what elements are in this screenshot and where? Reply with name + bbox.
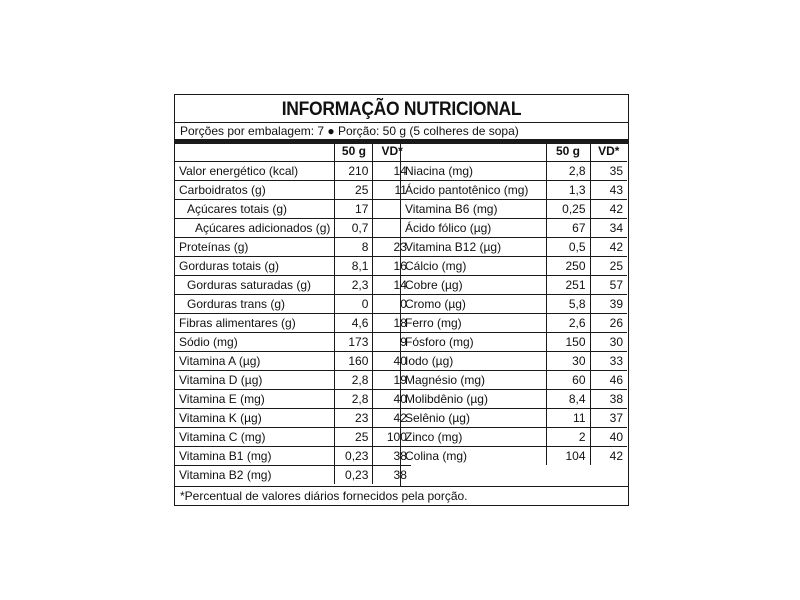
nutrient-name: Niacina (mg): [401, 161, 546, 180]
nutrient-amount: 25: [335, 427, 373, 446]
nutrient-amount: 2,3: [335, 275, 373, 294]
nutrient-name: Fósforo (mg): [401, 332, 546, 351]
nutrient-daily-value: 39: [590, 294, 627, 313]
nutrient-daily-value: 9: [373, 332, 411, 351]
nutrient-row: [401, 275, 627, 294]
nutrient-name: Vitamina B2 (mg): [179, 467, 272, 482]
title-divider: [175, 122, 628, 123]
nutrient-row: [401, 199, 627, 218]
nutrient-daily-value: 23: [373, 237, 411, 256]
nutrient-name: Vitamina B1 (mg): [175, 446, 335, 465]
footnote-divider: [175, 486, 628, 487]
nutrient-row: [401, 256, 627, 275]
right-header-amount: 50 g: [546, 142, 590, 161]
nutrient-name: Vitamina B6 (mg): [401, 199, 546, 218]
nutrient-daily-value: 38: [373, 446, 411, 465]
nutrient-amount: 30: [546, 351, 590, 370]
nutrient-daily-value: 46: [590, 370, 627, 389]
nutrient-name: Ácido pantotênico (mg): [401, 180, 546, 199]
nutrient-row: [175, 427, 411, 446]
nutrient-name: Açúcares totais (g): [175, 199, 335, 218]
nutrient-row: [175, 389, 411, 408]
nutrient-amount: 2,8: [335, 370, 373, 389]
nutrient-amount: 2,8: [546, 161, 590, 180]
left-header-blank: [175, 142, 335, 161]
right-header-blank: [401, 142, 546, 161]
nutrient-amount: 2,8: [335, 389, 373, 408]
nutrient-name: Zinco (mg): [401, 427, 546, 446]
footnote: *Percentual de valores diários fornecidos pela porção.: [180, 489, 468, 503]
left-nutrient-column: [175, 142, 411, 484]
nutrient-row: [175, 256, 411, 275]
nutrition-facts-panel: [174, 94, 629, 506]
nutrient-amount: 8,4: [546, 389, 590, 408]
nutrient-row: [401, 237, 627, 256]
nutrient-name: Valor energético (kcal): [175, 161, 335, 180]
nutrient-daily-value: 38: [590, 389, 627, 408]
nutrient-daily-value: 43: [590, 180, 627, 199]
nutrient-row: [175, 218, 411, 237]
nutrient-name: Cobre (µg): [401, 275, 546, 294]
nutrient-name: Ferro (mg): [401, 313, 546, 332]
nutrient-row: [175, 313, 411, 332]
nutrient-row: [401, 180, 627, 199]
nutrient-daily-value: 40: [373, 351, 411, 370]
nutrient-amount: 8,1: [335, 256, 373, 275]
right-header-row: [401, 142, 627, 161]
nutrient-name: Fibras alimentares (g): [175, 313, 335, 332]
nutrient-amount: 0,5: [546, 237, 590, 256]
right-nutrient-column: [401, 142, 627, 465]
nutrient-name: Cálcio (mg): [401, 256, 546, 275]
nutrient-name: Colina (mg): [405, 448, 468, 463]
nutrient-name: Vitamina D (µg): [175, 370, 335, 389]
nutrient-amount: 250: [546, 256, 590, 275]
nutrient-amount: 0,25: [546, 199, 590, 218]
left-header-dv: VD*: [373, 142, 411, 161]
nutrient-daily-value: 25: [590, 256, 627, 275]
nutrient-daily-value: 57: [590, 275, 627, 294]
nutrient-name: Ácido fólico (µg): [401, 218, 546, 237]
nutrient-row: [175, 199, 411, 218]
nutrient-daily-value: 37: [590, 408, 627, 427]
nutrient-row: [401, 389, 627, 408]
nutrient-daily-value: 42: [590, 446, 627, 465]
nutrient-daily-value: 26: [590, 313, 627, 332]
nutrient-amount: 160: [335, 351, 373, 370]
nutrient-daily-value: 100: [373, 427, 411, 446]
nutrient-amount: 150: [546, 332, 590, 351]
nutrient-name: Proteínas (g): [175, 237, 335, 256]
nutrient-amount: 4,6: [335, 313, 373, 332]
nutrient-daily-value: 40: [590, 427, 627, 446]
nutrient-daily-value: 14: [373, 275, 411, 294]
panel-title: INFORMAÇÃO NUTRICIONAL: [281, 99, 522, 120]
nutrient-row: [401, 294, 627, 313]
nutrient-amount: 60: [546, 370, 590, 389]
nutrient-name: Gorduras saturadas (g): [175, 275, 335, 294]
nutrient-row: [401, 351, 627, 370]
nutrient-name: Vitamina C (mg): [175, 427, 335, 446]
nutrient-amount: 17: [335, 199, 373, 218]
nutrient-name: Vitamina A (µg): [175, 351, 335, 370]
nutrient-daily-value: 42: [590, 237, 627, 256]
nutrient-amount: 2,6: [546, 313, 590, 332]
nutrient-row: [175, 446, 411, 465]
nutrient-row: [175, 180, 411, 199]
nutrient-row: [401, 370, 627, 389]
nutrient-name: Gorduras trans (g): [175, 294, 335, 313]
nutrient-amount: 0,7: [335, 218, 373, 237]
nutrient-daily-value: 42: [590, 199, 627, 218]
nutrient-amount: 0: [335, 294, 373, 313]
nutrient-name: Açúcares adicionados (g): [175, 218, 335, 237]
nutrient-row: [175, 275, 411, 294]
nutrient-name: Sódio (mg): [175, 332, 335, 351]
nutrient-amount: 173: [335, 332, 373, 351]
nutrient-row: [401, 332, 627, 351]
nutrient-daily-value: 16: [373, 256, 411, 275]
nutrient-amount: 5,8: [546, 294, 590, 313]
left-header-row: [175, 142, 411, 161]
nutrient-name: Vitamina E (mg): [175, 389, 335, 408]
nutrient-name: Iodo (µg): [401, 351, 546, 370]
nutrient-name: Selênio (µg): [401, 408, 546, 427]
nutrient-row: [175, 351, 411, 370]
nutrient-daily-value: 38: [373, 465, 411, 484]
nutrient-daily-value: 40: [373, 389, 411, 408]
nutrient-amount: 25: [335, 180, 373, 199]
nutrient-row: [175, 161, 411, 180]
nutrient-row: [175, 237, 411, 256]
nutrient-name: Gorduras totais (g): [175, 256, 335, 275]
nutrient-name: Carboidratos (g): [175, 180, 335, 199]
nutrient-amount: 210: [335, 161, 373, 180]
nutrient-name: Cromo (µg): [401, 294, 546, 313]
left-header-amount: 50 g: [335, 142, 373, 161]
nutrient-daily-value: 35: [590, 161, 627, 180]
nutrient-daily-value: 0: [373, 294, 411, 313]
nutrient-daily-value: 42: [373, 408, 411, 427]
nutrient-daily-value: 19: [373, 370, 411, 389]
portion-info: Porções por embalagem: 7 ● Porção: 50 g (5 colheres de sopa): [180, 124, 519, 138]
nutrient-amount: 11: [546, 408, 590, 427]
nutrient-amount: 104: [546, 446, 590, 465]
nutrient-name: Vitamina B12 (µg): [401, 237, 546, 256]
nutrient-daily-value: 11: [373, 180, 411, 199]
nutrient-amount: 23: [335, 408, 373, 427]
nutrient-row: [401, 161, 627, 180]
nutrient-daily-value: 30: [590, 332, 627, 351]
nutrient-row: [401, 427, 627, 446]
nutrient-daily-value: 14: [373, 161, 411, 180]
nutrient-row: [401, 313, 627, 332]
nutrient-row: [175, 332, 411, 351]
nutrient-row: [401, 218, 627, 237]
nutrient-amount: 0,23: [335, 465, 373, 484]
right-header-dv: VD*: [590, 142, 627, 161]
right-nutrient-table: [401, 142, 627, 465]
nutrient-row: [175, 465, 411, 484]
nutrient-row: [401, 408, 627, 427]
nutrient-name: Molibdênio (µg): [401, 389, 546, 408]
nutrient-name: Magnésio (mg): [401, 370, 546, 389]
nutrient-amount: 0,23: [335, 446, 373, 465]
nutrient-name: Vitamina K (µg): [175, 408, 335, 427]
left-nutrient-table: [175, 142, 411, 484]
nutrient-daily-value: 18: [373, 313, 411, 332]
nutrient-row: [401, 446, 627, 465]
nutrient-amount: 67: [546, 218, 590, 237]
nutrient-row: [175, 370, 411, 389]
nutrient-row: [175, 294, 411, 313]
nutrient-amount: 251: [546, 275, 590, 294]
nutrient-amount: 2: [546, 427, 590, 446]
nutrient-amount: 1,3: [546, 180, 590, 199]
nutrient-row: [175, 408, 411, 427]
nutrient-daily-value: 34: [590, 218, 627, 237]
nutrient-daily-value: 33: [590, 351, 627, 370]
nutrient-amount: 8: [335, 237, 373, 256]
